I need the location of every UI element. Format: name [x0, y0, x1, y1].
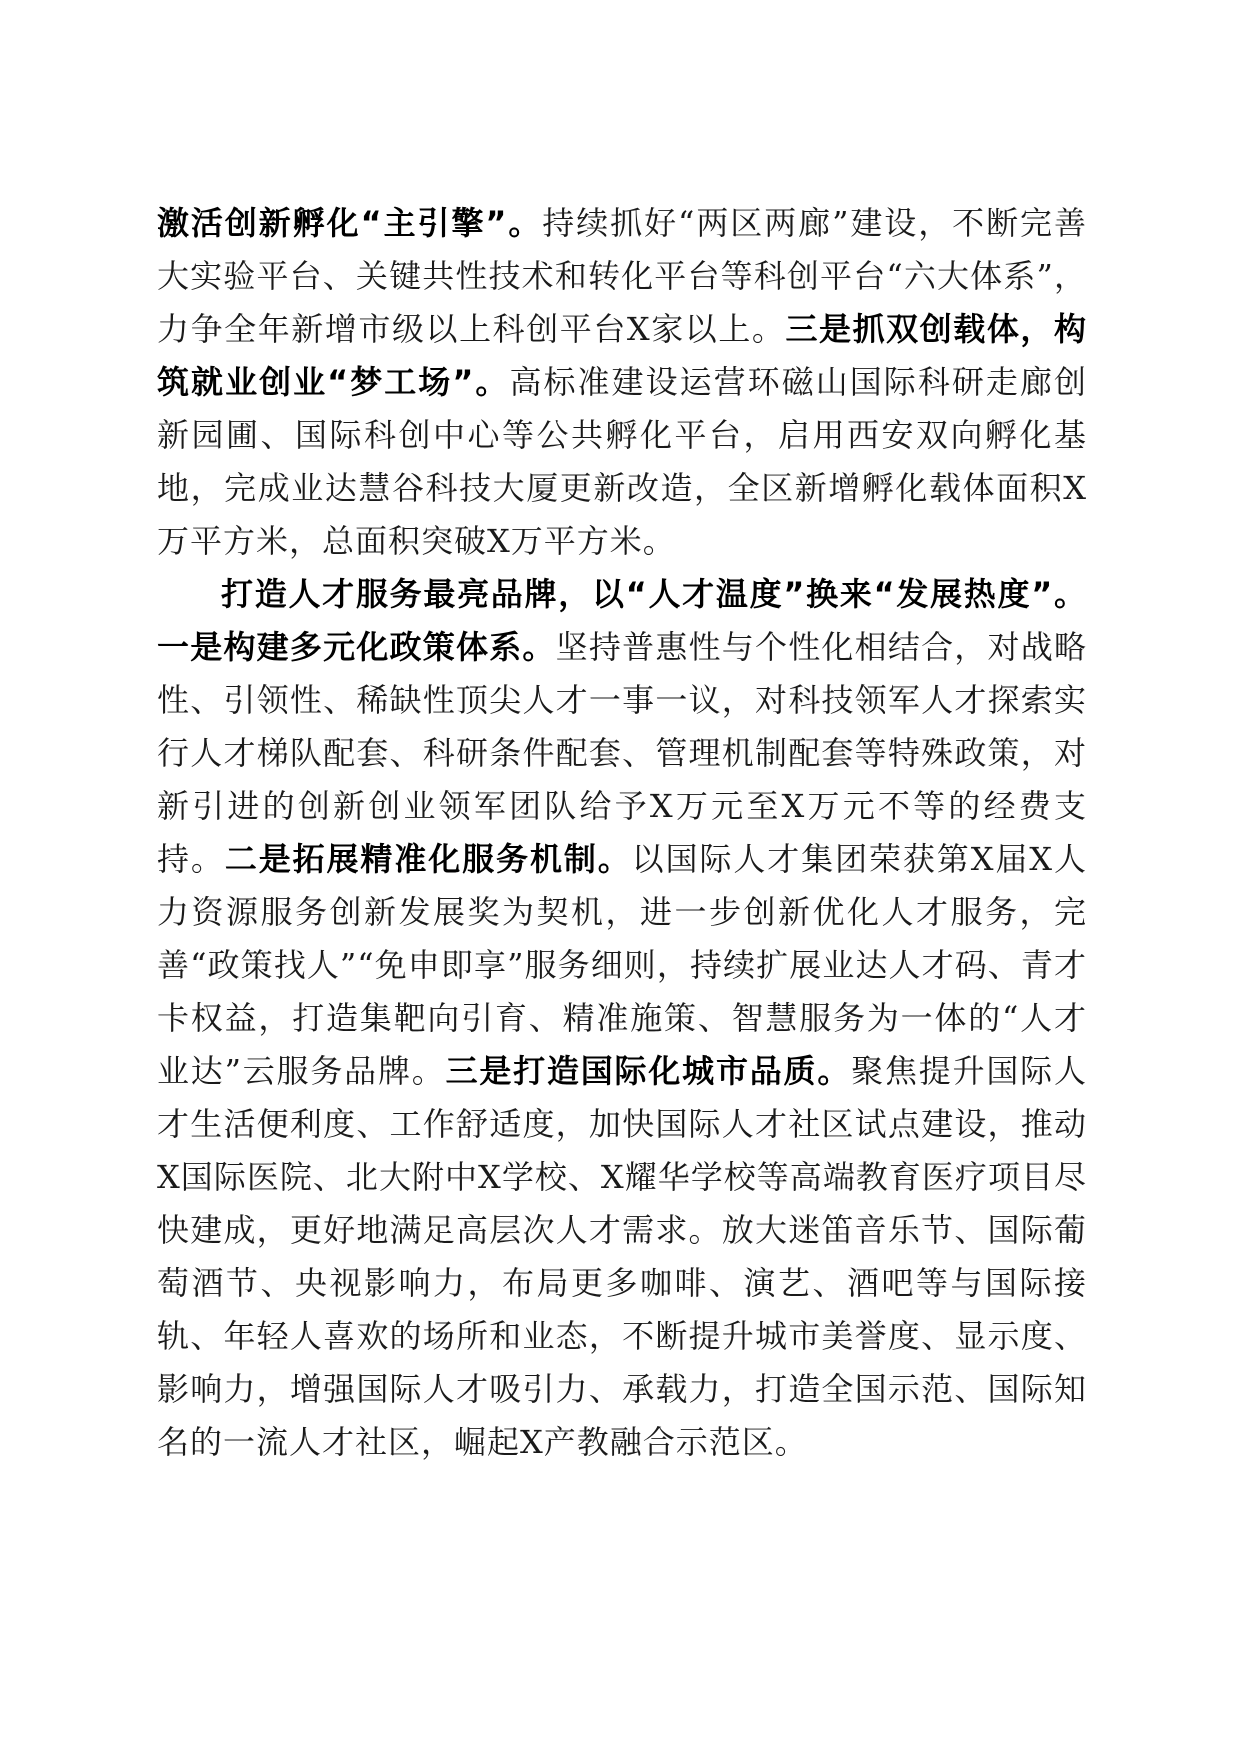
heading-service-mechanism: 二是拓展精准化服务机制。 [224, 840, 632, 878]
document-body [157, 197, 1087, 1469]
heading-policy-system: 一是构建多元化政策体系。 [157, 628, 556, 666]
paragraph-innovation-incubation [157, 197, 1087, 568]
heading-entrepreneurship-carrier: 三是抓双创载体，构筑就业创业“梦工场”。 [157, 310, 1087, 401]
heading-city-quality: 三是打造国际化城市品质。 [445, 1052, 852, 1090]
body-text-run: 聚焦提升国际人才生活便利度、工作舒适度，加快国际人才社区试点建设，推动X国际医院、北大附中X学校、X耀华学校等高端教育医疗项目尽快建成，更好地满足高层次人才需求。放大迷笛音乐节、国际葡萄酒节、央视影响力，布局更多咖啡、演艺、酒吧等与国际接轨、年轻人喜欢的场所和业态，不断提升城市美誉度、显示度、影响力，增强国际人才吸引力、承载力，打造全国示范、国际知名的一流人才社区，崛起X产教融合示范区。 [157, 1052, 1087, 1461]
body-text-run: 以国际人才集团荣获第X届X人力资源服务创新发展奖为契机，进一步创新优化人才服务，完善“政策找人”“免申即享”服务细则，持续扩展业达人才码、青才卡权益，打造集靶向引育、精准施策、智慧服务为一体的“人才业达”云服务品牌。 [157, 840, 1087, 1090]
paragraph-talent-service [157, 568, 1087, 1469]
heading-innovation-engine: 激活创新孵化“主引擎”。 [157, 204, 543, 242]
body-text-run: 持续抓好“两区两廊”建设，不断完善大实验平台、关键共性技术和转化平台等科创平台“六大体系”，力争全年新增市级以上科创平台X家以上。 [157, 204, 1087, 348]
body-text-run: 坚持普惠性与个性化相结合，对战略性、引领性、稀缺性顶尖人才一事一议，对科技领军人才探索实行人才梯队配套、科研条件配套、管理机制配套等特殊政策，对新引进的创新创业领军团队给予X万元至X万元不等的经费支持。 [157, 628, 1087, 878]
body-text-run: 高标准建设运营环磁山国际科研走廊创新园圃、国际科创中心等公共孵化平台，启用西安双向孵化基地，完成业达慧谷科技大厦更新改造，全区新增孵化载体面积X万平方米，总面积突破X万平方米。 [157, 363, 1087, 560]
heading-talent-brand: 打造人才服务最亮品牌，以“人才温度”换来“发展热度”。 [221, 575, 1087, 613]
